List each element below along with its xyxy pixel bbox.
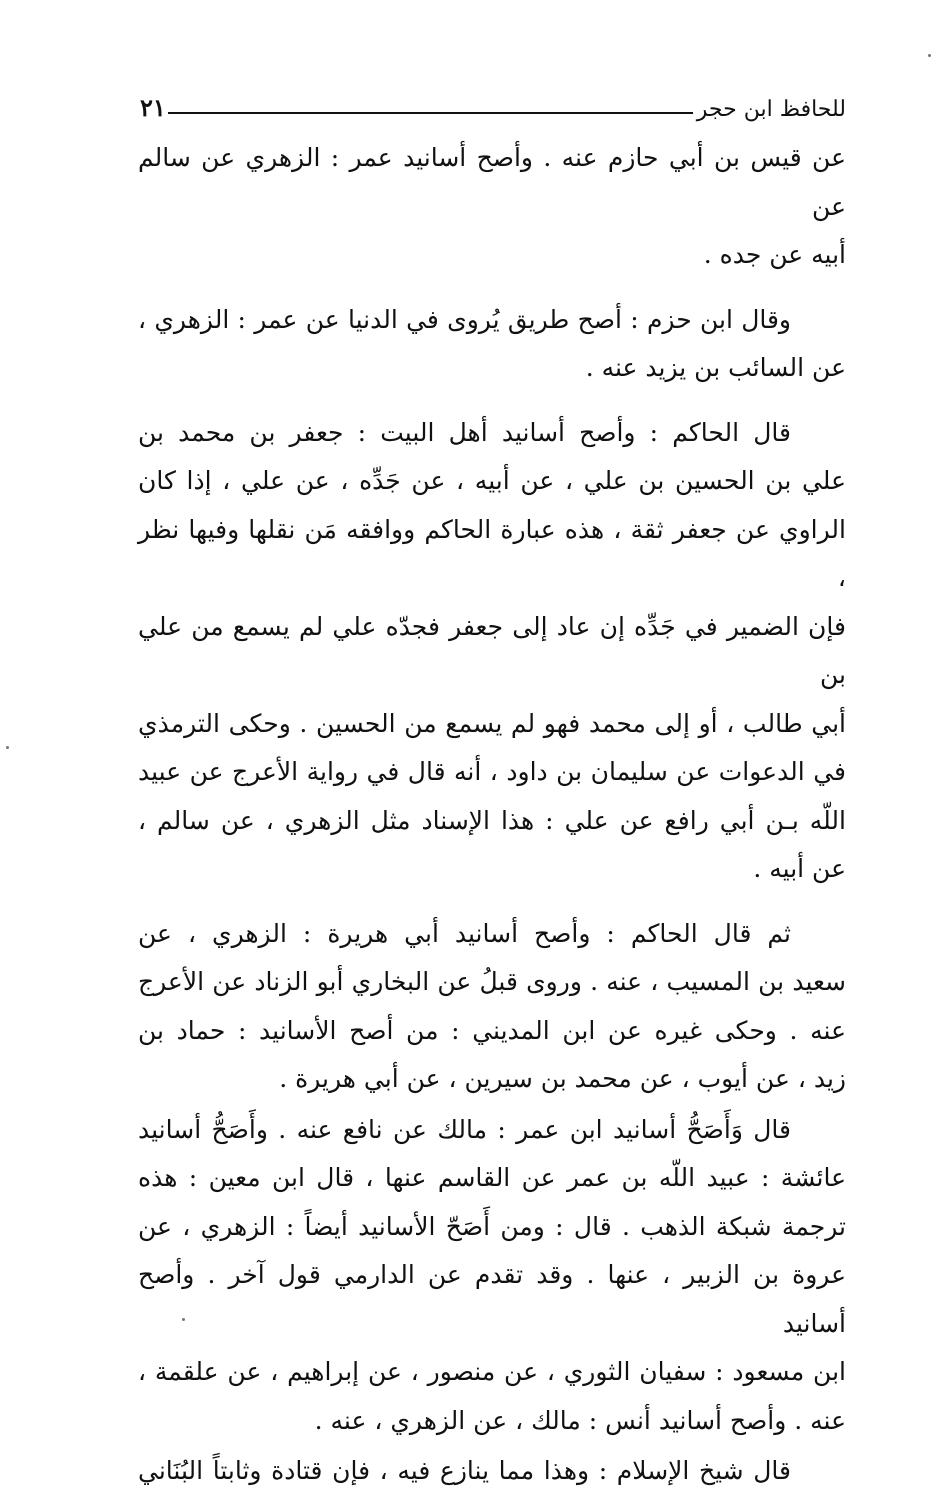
body-text [138, 134, 846, 1496]
paragraph-4 [138, 910, 846, 1104]
text-line: ثم قال الحاكم : وأصح أسانيد أبي هريرة : الزهري ، عن [138, 918, 791, 948]
text-line: عنه . وحكى غيره عن ابن المديني : من أصح الأسانيد : حماد بن [138, 1015, 846, 1045]
text-line: عروة بن الزبير ، عنها . وقد تقدم عن الدارمي قول آخر . وأصح أسانيد [138, 1260, 846, 1338]
text-line: اللّه بـن أبي رافع عن علي : هذا الإسناد مثل الزهري ، عن سالم ، [138, 805, 846, 835]
text-line: وقال ابن حزم : أصح طريق يُروى في الدنيا عن عمر : الزهري ، [138, 304, 791, 334]
text-line: قال الحاكم : وأصح أسانيد أهل البيت : جعفر بن محمد بن [138, 417, 791, 447]
text-line: عن السائب بن يزيد عنه . [585, 353, 846, 382]
header-rule [168, 112, 693, 114]
text-line: عائشة : عبيد اللّه بن عمر عن القاسم عنها ، قال ابن معين : هذه [138, 1163, 846, 1192]
text-line: زيد ، عن أيوب ، عن محمد بن سيرين ، عن أبي هريرة . [279, 1064, 846, 1093]
text-line: في الدعوات عن سليمان بن داود ، أنه قال في رواية الأعرج عن عبيد [138, 757, 846, 786]
text-line: أبي طالب ، أو إلى محمد فهو لم يسمع من الحسين . وحكى الترمذي [138, 708, 846, 738]
paragraph-2 [138, 296, 846, 393]
paragraph-5 [138, 1106, 846, 1446]
running-title: للحافظ ابن حجر [696, 97, 846, 122]
scan-speck [6, 746, 9, 749]
scan-speck [928, 54, 931, 57]
text-line: ابن مسعود : سفيان الثوري ، عن منصور ، عن إبراهيم ، عن علقمة ، [138, 1357, 846, 1386]
text-line: قال شيخ الإسلام : وهذا مما ينازع فيه ، فإن قتادة وثابتاً البُنَاني [138, 1456, 791, 1485]
paragraph-1 [138, 134, 846, 280]
page-number: ٢١ [140, 93, 166, 122]
text-line: عنه . وأصح أسانيد أنس : مالك ، عن الزهري ، عنه . [314, 1405, 846, 1435]
paragraph-3 [138, 409, 846, 894]
text-line: فإن الضمير في جَدِّه إن عاد إلى جعفر فجدّه علي لم يسمع من علي بن [138, 611, 846, 689]
page-header [140, 86, 846, 122]
text-line: قال وَأَصَحُّ أسانيد ابن عمر : مالك عن نافع عنه . وأَصَحُّ أسانيد [138, 1114, 791, 1144]
text-line: عن أبيه . [753, 854, 846, 883]
text-line: ترجمة شبكة الذهب . قال : ومن أَصَحّ الأسانيد أيضاً : الزهري ، عن [138, 1211, 846, 1241]
text-line: علي بن الحسين بن علي ، عن أبيه ، عن جَدِّه ، عن علي ، إذا كان [138, 466, 846, 495]
scan-speck [182, 1318, 185, 1321]
text-line: أبيه عن جده . [703, 240, 846, 269]
text-line: عن قيس بن أبي حازم عنه . وأصح أسانيد عمر : الزهري عن سالم عن [138, 143, 847, 221]
text-line: الراوي عن جعفر ثقة ، هذه عبارة الحاكم ووافقه مَن نقلها وفيها نظر ، [138, 514, 846, 592]
text-line: سعيد بن المسيب ، عنه . وروى قبلُ عن البخاري أبو الزناد عن الأعرج [138, 967, 846, 996]
paragraph-6 [138, 1447, 846, 1496]
